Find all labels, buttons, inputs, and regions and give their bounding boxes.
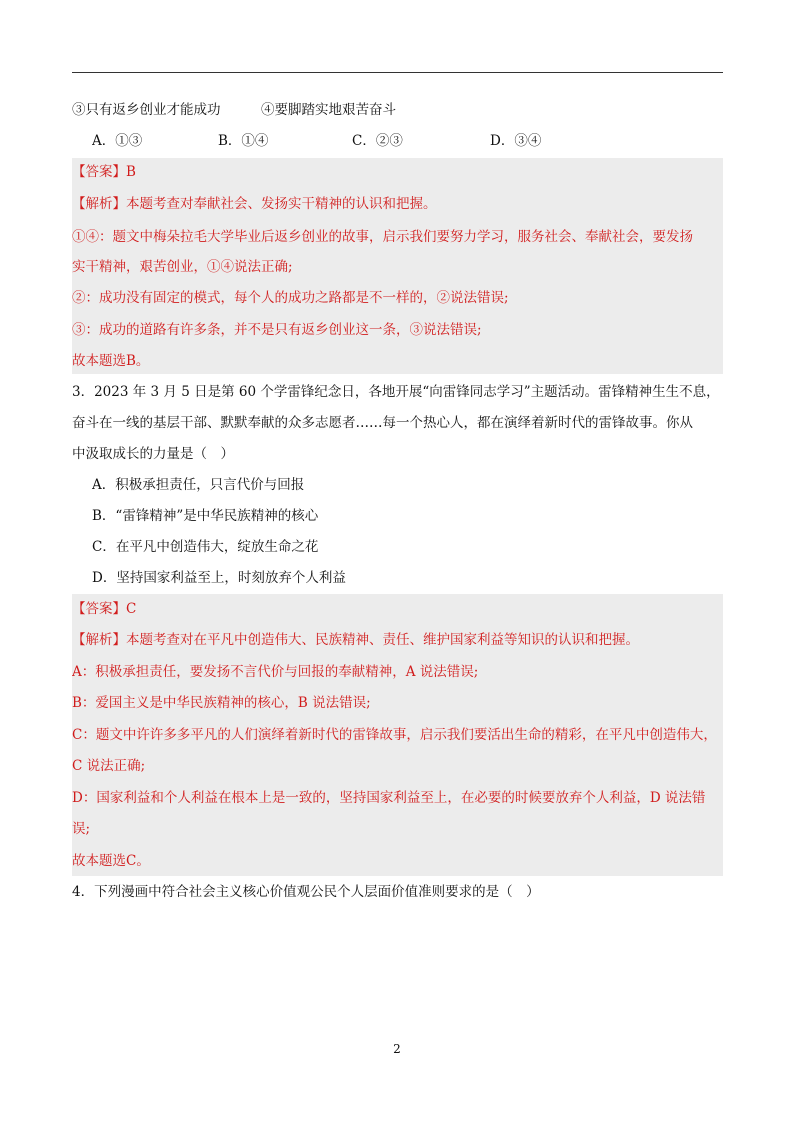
answer-label-q2: 【答案】B	[72, 164, 136, 180]
q3-stem-line: 中汲取成长的力量是（ ）	[72, 446, 234, 462]
analysis-line: 故本题选C。	[72, 853, 150, 869]
analysis-line: 实干精神，艰苦创业，①④说法正确;	[72, 259, 293, 275]
header-rule	[72, 72, 723, 73]
analysis-line: D：国家利益和个人利益在根本上是一致的，坚持国家利益至上，在必要的时候要放弃个人利益，D 说法错	[72, 790, 706, 806]
analysis-line: 故本题选B。	[72, 353, 150, 369]
analysis-line: 【解析】本题考查对在平凡中创造伟大、民族精神、责任、维护国家利益等知识的认识和把握。	[72, 632, 639, 648]
prev-options-row	[92, 131, 723, 151]
q3-option-a: A．积极承担责任，只言代价与回报	[92, 477, 305, 493]
option-c: C．②③	[352, 133, 403, 149]
analysis-line: C 说法正确;	[72, 758, 146, 774]
option-d: D．③④	[490, 133, 542, 149]
q4-stem: 4．下列漫画中符合社会主义核心价值观公民个人层面价值准则要求的是（ ）	[72, 884, 540, 900]
q3-option-c: C．在平凡中创造伟大，绽放生命之花	[92, 539, 319, 555]
analysis-line: B：爱国主义是中华民族精神的核心，B 说法错误;	[72, 695, 371, 711]
option-a: A．①③	[92, 133, 143, 149]
analysis-line: 误;	[72, 821, 91, 837]
q3-stem-line: 3．2023 年 3 月 5 日是第 60 个学雷锋纪念日，各地开展“向雷锋同志学习”主题活动。雷锋精神生生不息，	[72, 384, 720, 400]
analysis-line: A：积极承担责任，要发扬不言代价与回报的奉献精神，A 说法错误;	[72, 664, 479, 680]
analysis-line: 【解析】本题考查对奉献社会、发扬实干精神的认识和把握。	[72, 196, 437, 212]
q3-stem-line: 奋斗在一线的基层干部、默默奉献的众多志愿者……每一个热心人，都在演绎着新时代的雷锋故事。你从	[72, 415, 693, 431]
page-number: 2	[393, 1042, 401, 1056]
option-b: B．①④	[218, 133, 269, 149]
analysis-line: ①④：题文中梅朵拉毛大学毕业后返乡创业的故事，启示我们要努力学习，服务社会、奉献社会，要发扬	[72, 229, 693, 245]
statements-line: ③只有返乡创业才能成功 ④要脚踏实地艰苦奋斗	[72, 102, 396, 118]
q3-option-d: D．坚持国家利益至上，时刻放弃个人利益	[92, 570, 346, 586]
analysis-line: C：题文中许许多多平凡的人们演绎着新时代的雷锋故事，启示我们要活出生命的精彩，在平凡中创造伟大，	[72, 727, 717, 743]
analysis-line: ③：成功的道路有许多条，并不是只有返乡创业这一条，③说法错误;	[72, 322, 482, 338]
analysis-line: ②：成功没有固定的模式，每个人的成功之路都是不一样的，②说法错误;	[72, 290, 509, 306]
q3-option-b: B．“雷锋精神”是中华民族精神的核心	[92, 508, 319, 524]
answer-label-q3: 【答案】C	[72, 601, 137, 617]
